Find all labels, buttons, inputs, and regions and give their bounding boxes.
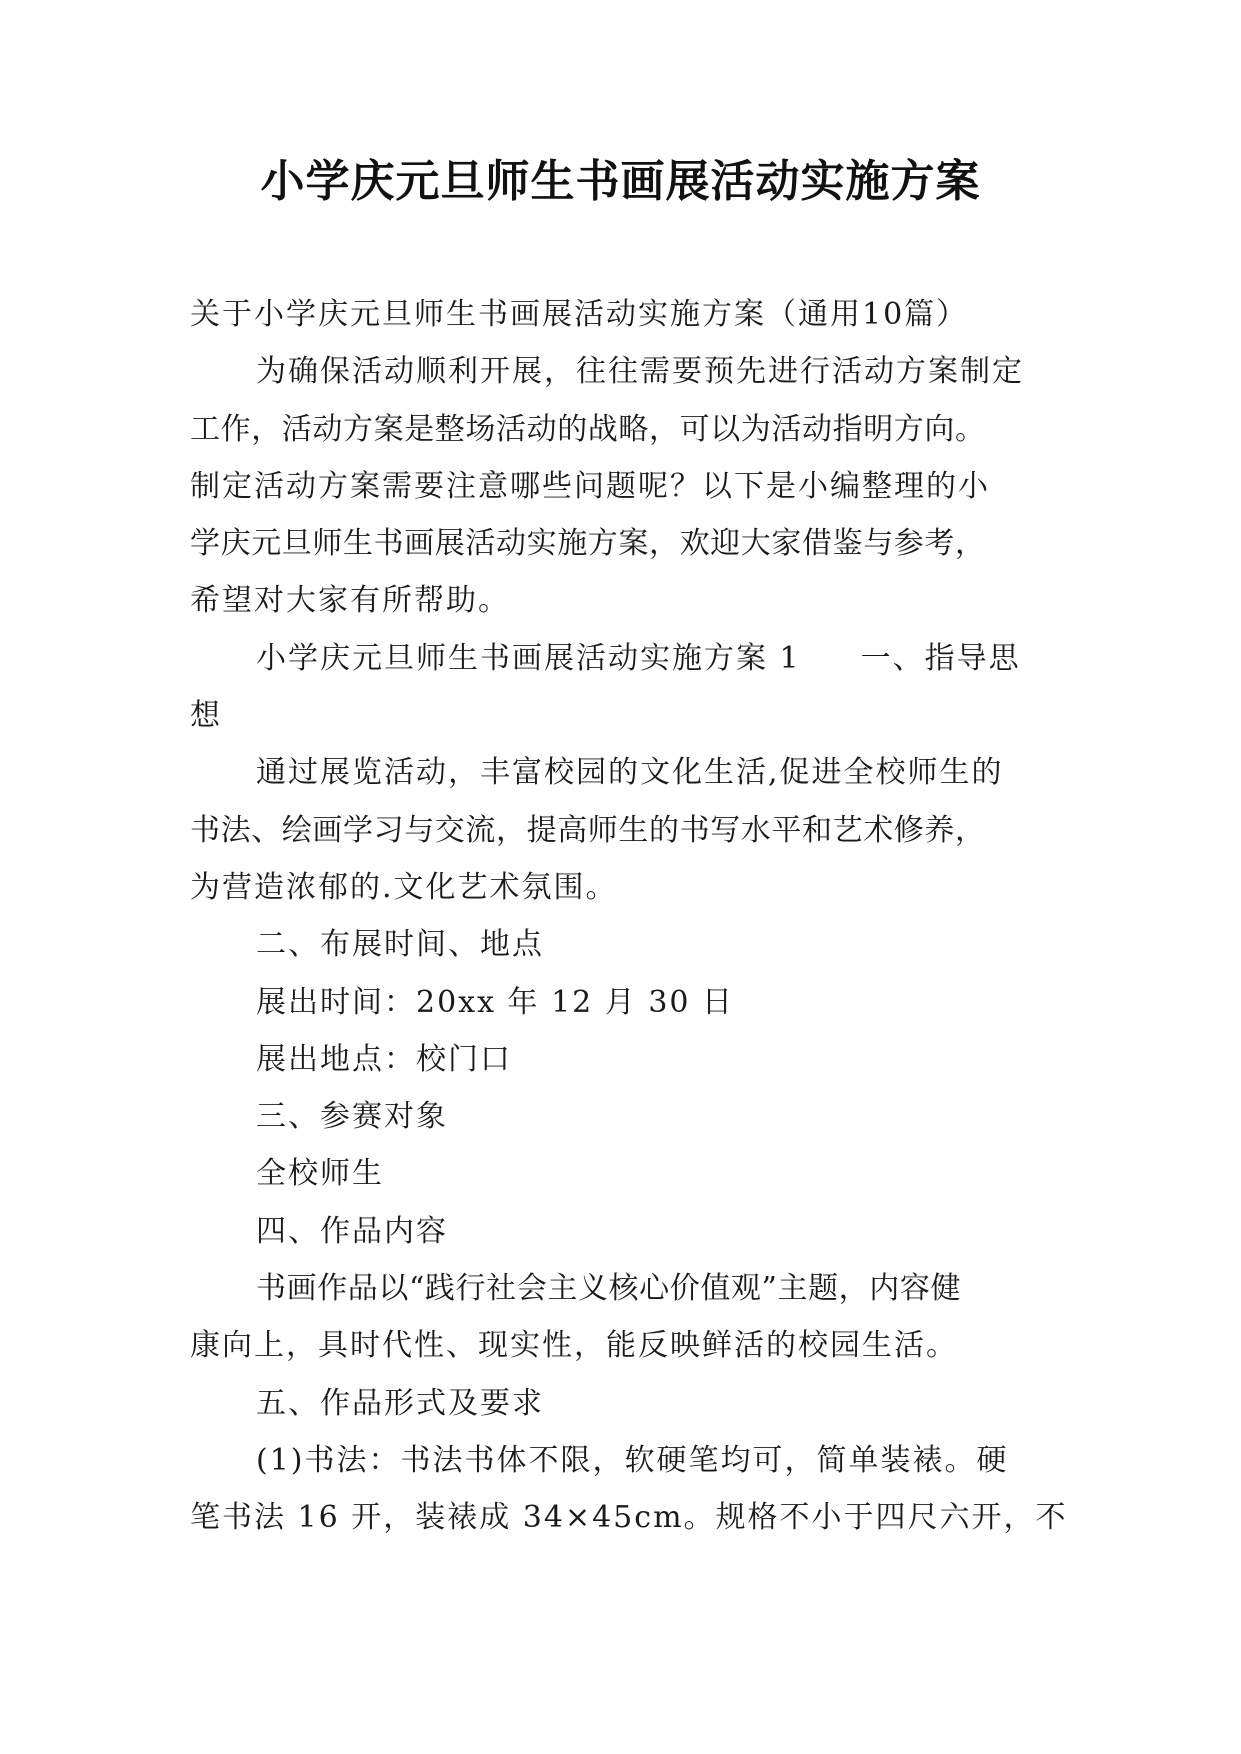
paragraph-line: 希望对大家有所帮助。: [190, 583, 510, 619]
paragraph-line: 为确保活动顺利开展，往往需要预先进行活动方案制定: [256, 354, 1024, 390]
paragraph-line: 书画作品以“践行社会主义核心价值观”主题，内容健: [256, 1271, 962, 1307]
paragraph-line: 全校师生: [256, 1156, 384, 1192]
plan-heading: 小学庆元旦师生书画展活动实施方案 1: [256, 640, 801, 676]
paragraph-line: 展出时间：20xx 年 12 月 30 日: [256, 984, 735, 1020]
paragraph-line: 学庆元旦师生书画展活动实施方案，欢迎大家借鉴与参考，: [190, 526, 986, 562]
paragraph-line: 笔书法 16 开，装裱成 34×45cm。规格不小于四尺六开，不: [190, 1500, 1068, 1536]
paragraph-line: 工作，活动方案是整场活动的战略，可以为活动指明方向。: [190, 411, 986, 447]
paragraph-line: 为营造浓郁的.文化艺术氛围。: [190, 869, 618, 905]
paragraph-line: 想: [190, 698, 222, 734]
section-heading: 五、作品形式及要求: [256, 1385, 544, 1421]
section-heading: 三、参赛对象: [256, 1099, 448, 1135]
section-heading: 一、指导思: [860, 640, 1021, 676]
section-heading: 二、布展时间、地点: [256, 927, 544, 963]
section-heading-line: [190, 630, 1052, 687]
subtitle-line: 关于小学庆元旦师生书画展活动实施方案（通用10篇）: [190, 297, 969, 332]
section-heading: 四、作品内容: [256, 1213, 448, 1249]
paragraph-line: 书法、绘画学习与交流，提高师生的书写水平和艺术修养，: [190, 812, 986, 848]
document-title: 小学庆元旦师生书画展活动实施方案: [260, 156, 981, 207]
document-body: [190, 286, 1068, 1547]
paragraph-line: 展出地点：校门口: [256, 1041, 512, 1077]
paragraph-line: 通过展览活动，丰富校园的文化生活,促进全校师生的: [256, 755, 1004, 791]
paragraph-line: (1)书法：书法书体不限，软硬笔均可，简单装裱。硬: [256, 1442, 1009, 1478]
paragraph-line: 制定活动方案需要注意哪些问题呢？以下是小编整理的小: [190, 468, 990, 504]
paragraph-line: 康向上，具时代性、现实性，能反映鲜活的校园生活。: [190, 1328, 958, 1364]
